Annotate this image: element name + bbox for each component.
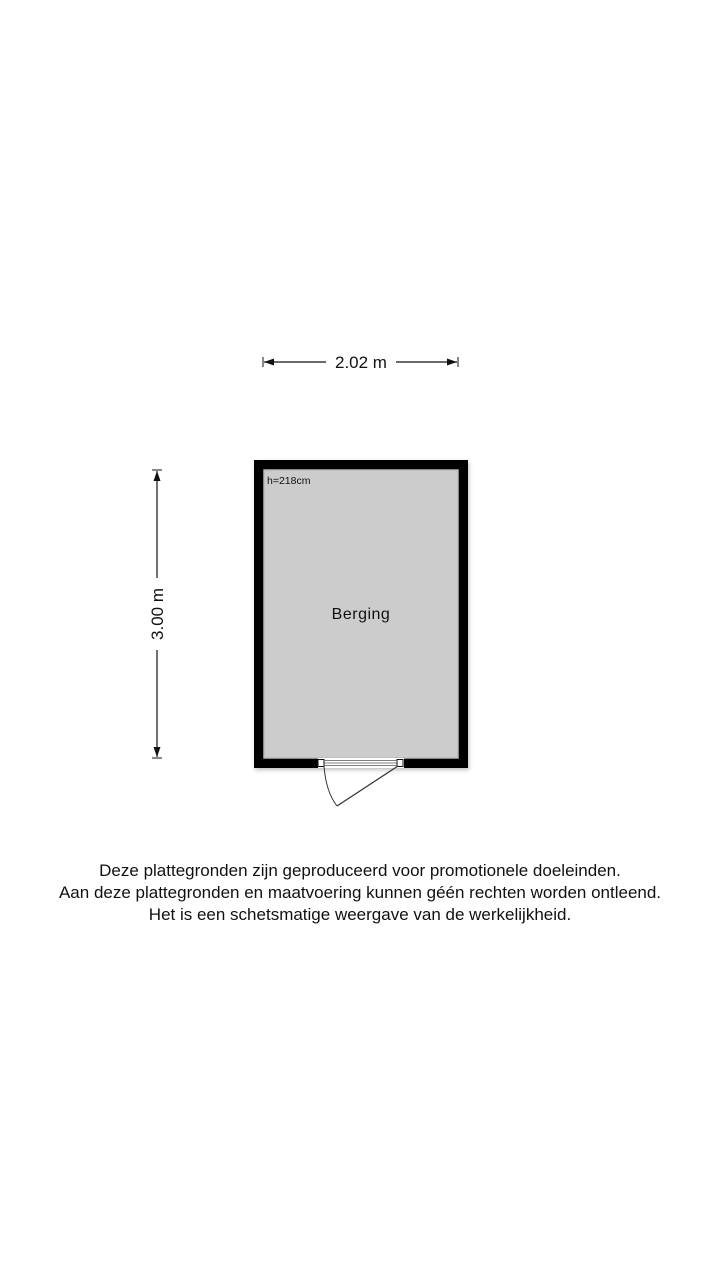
height-dimension-label: 3.00 m — [148, 588, 167, 640]
disclaimer-line: Aan deze plattegronden en maatvoering kunnen géén rechten worden ontleend. — [58, 883, 662, 902]
width-dimension — [263, 353, 458, 372]
disclaimer — [0, 860, 720, 926]
width-dimension-label: 2.02 m — [335, 353, 387, 372]
arrow-left-icon — [264, 359, 274, 366]
disclaimer-line: Het is een schetsmatige weergave van de werkelijkheid. — [148, 905, 572, 924]
arrow-down-icon — [154, 747, 161, 757]
height-dimension — [148, 470, 167, 758]
room-berging — [254, 460, 468, 806]
room-name-label: Berging — [331, 606, 391, 623]
door-leaf — [337, 766, 398, 806]
door — [318, 758, 404, 806]
door-jamb-left — [318, 760, 324, 767]
disclaimer-line: Deze plattegronden zijn geproduceerd voor promotionele doeleinden. — [99, 861, 621, 880]
door-jamb-right — [397, 760, 403, 767]
door-swing-arc — [324, 766, 337, 806]
arrow-up-icon — [154, 471, 161, 481]
arrow-right-icon — [447, 359, 457, 366]
ceiling-height-label: h=218cm — [267, 475, 311, 487]
